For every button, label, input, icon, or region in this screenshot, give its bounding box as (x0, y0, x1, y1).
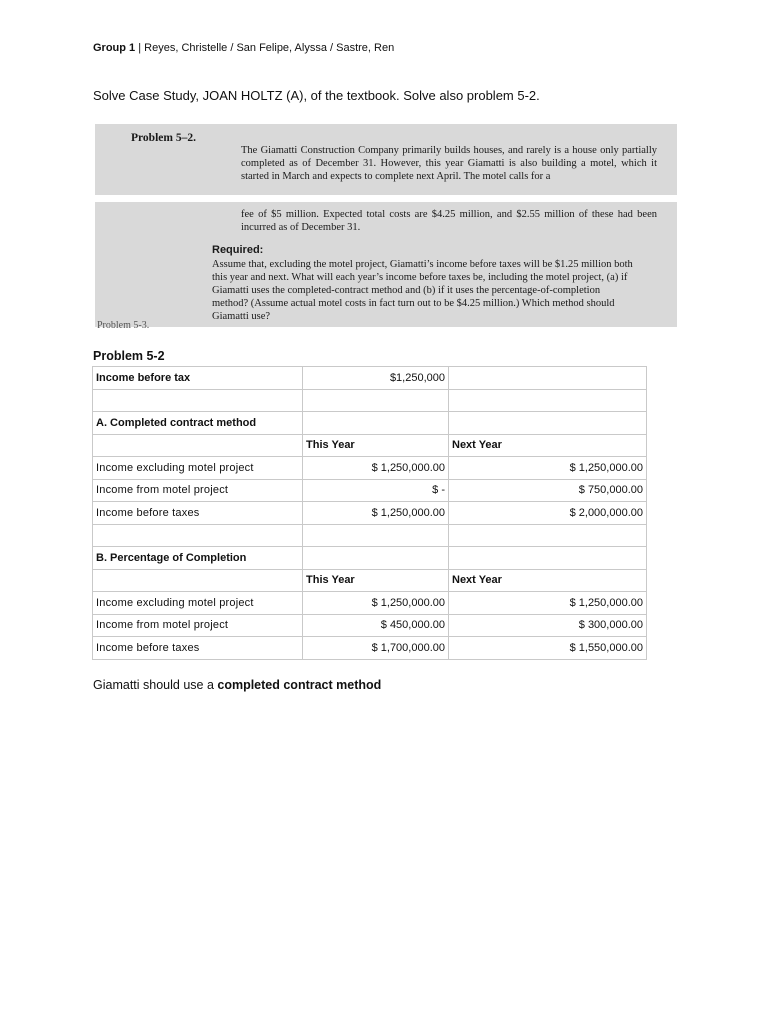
row-label: Income from motel project (93, 614, 303, 637)
income-before-tax-label: Income before tax (93, 367, 303, 390)
empty-cell (93, 434, 303, 457)
table-row (93, 524, 647, 547)
empty-cell (449, 547, 647, 570)
problem-scan-image-top (95, 124, 677, 195)
empty-cell (303, 524, 449, 547)
instruction-text: Solve Case Study, JOAN HOLTZ (A), of the textbook. Solve also problem 5-2. (93, 88, 540, 103)
group-label: Group 1 (93, 42, 136, 54)
problem-text-part1: The Giamatti Construction Company primarily builds houses, and rarely is a house only partially completed as of December 31. However, this year Giamatti is also building a motel, which it started in March and expects to complete next April. The motel calls for a (241, 145, 657, 182)
section-a-title: A. Completed contract method (93, 412, 303, 435)
header-separator: | (135, 42, 145, 54)
document-header (93, 42, 394, 54)
next-year-value: $ 300,000.00 (449, 614, 647, 637)
this-year-value: $ 1,250,000.00 (303, 592, 449, 615)
empty-cell (449, 524, 647, 547)
next-year-value: $ 2,000,000.00 (449, 502, 647, 525)
table-row (93, 434, 647, 457)
section-b-col-next-year: Next Year (449, 569, 647, 592)
row-label: Income before taxes (93, 637, 303, 660)
table-row (93, 502, 647, 525)
empty-cell (449, 412, 647, 435)
row-label: Income from motel project (93, 479, 303, 502)
this-year-value: $ - (303, 479, 449, 502)
table-row (93, 614, 647, 637)
this-year-value: $ 1,700,000.00 (303, 637, 449, 660)
table-row (93, 547, 647, 570)
table-row (93, 569, 647, 592)
section-a-col-this-year: This Year (303, 434, 449, 457)
conclusion (93, 678, 381, 692)
empty-cell (303, 412, 449, 435)
conclusion-answer: completed contract method (217, 678, 382, 692)
row-label: Income excluding motel project (93, 592, 303, 615)
section-a-col-next-year: Next Year (449, 434, 647, 457)
conclusion-prefix: Giamatti should use a (93, 678, 218, 692)
table-row (93, 479, 647, 502)
problem-scan-image-bottom (95, 202, 677, 331)
this-year-value: $ 1,250,000.00 (303, 457, 449, 480)
this-year-value: $ 1,250,000.00 (303, 502, 449, 525)
row-label: Income excluding motel project (93, 457, 303, 480)
table-row (93, 389, 647, 412)
this-year-value: $ 450,000.00 (303, 614, 449, 637)
section-b-col-this-year: This Year (303, 569, 449, 592)
cutoff-next-problem: Problem 5-3. (97, 320, 150, 331)
table-row (93, 367, 647, 390)
empty-cell (449, 389, 647, 412)
row-label: Income before taxes (93, 502, 303, 525)
empty-cell (303, 547, 449, 570)
required-label: Required: (212, 244, 264, 256)
income-before-tax-value: $1,250,000 (303, 367, 449, 390)
solution-table (92, 366, 647, 660)
problem-number: Problem 5–2. (131, 132, 196, 144)
empty-cell (93, 524, 303, 547)
problem-title: Problem 5-2 (93, 349, 165, 363)
next-year-value: $ 1,250,000.00 (449, 592, 647, 615)
problem-text-part2: fee of $5 million. Expected total costs are $4.25 million, and $2.55 million of these had been incurred as of December 31. (241, 209, 657, 233)
required-text: Assume that, excluding the motel project, Giamatti’s income before taxes will be $1.25 million both this year and next. What will each year’s income before taxes be, including the motel project, (a) if Giamatti uses the completed-contract method and (b) if it uses the percentage-of-completion method? (Assume actual motel costs in fact turn out to be $4.25 million.) Which method should Giamatti use? (212, 259, 633, 322)
empty-cell (303, 389, 449, 412)
next-year-value: $ 1,250,000.00 (449, 457, 647, 480)
section-b-title: B. Percentage of Completion (93, 547, 303, 570)
table-row (93, 637, 647, 660)
table-row (93, 412, 647, 435)
table-row (93, 592, 647, 615)
group-members: Reyes, Christelle / San Felipe, Alyssa / Sastre, Ren (144, 42, 395, 54)
empty-cell (93, 389, 303, 412)
empty-cell (93, 569, 303, 592)
next-year-value: $ 750,000.00 (449, 479, 647, 502)
table-row (93, 457, 647, 480)
next-year-value: $ 1,550,000.00 (449, 637, 647, 660)
empty-cell (449, 367, 647, 390)
